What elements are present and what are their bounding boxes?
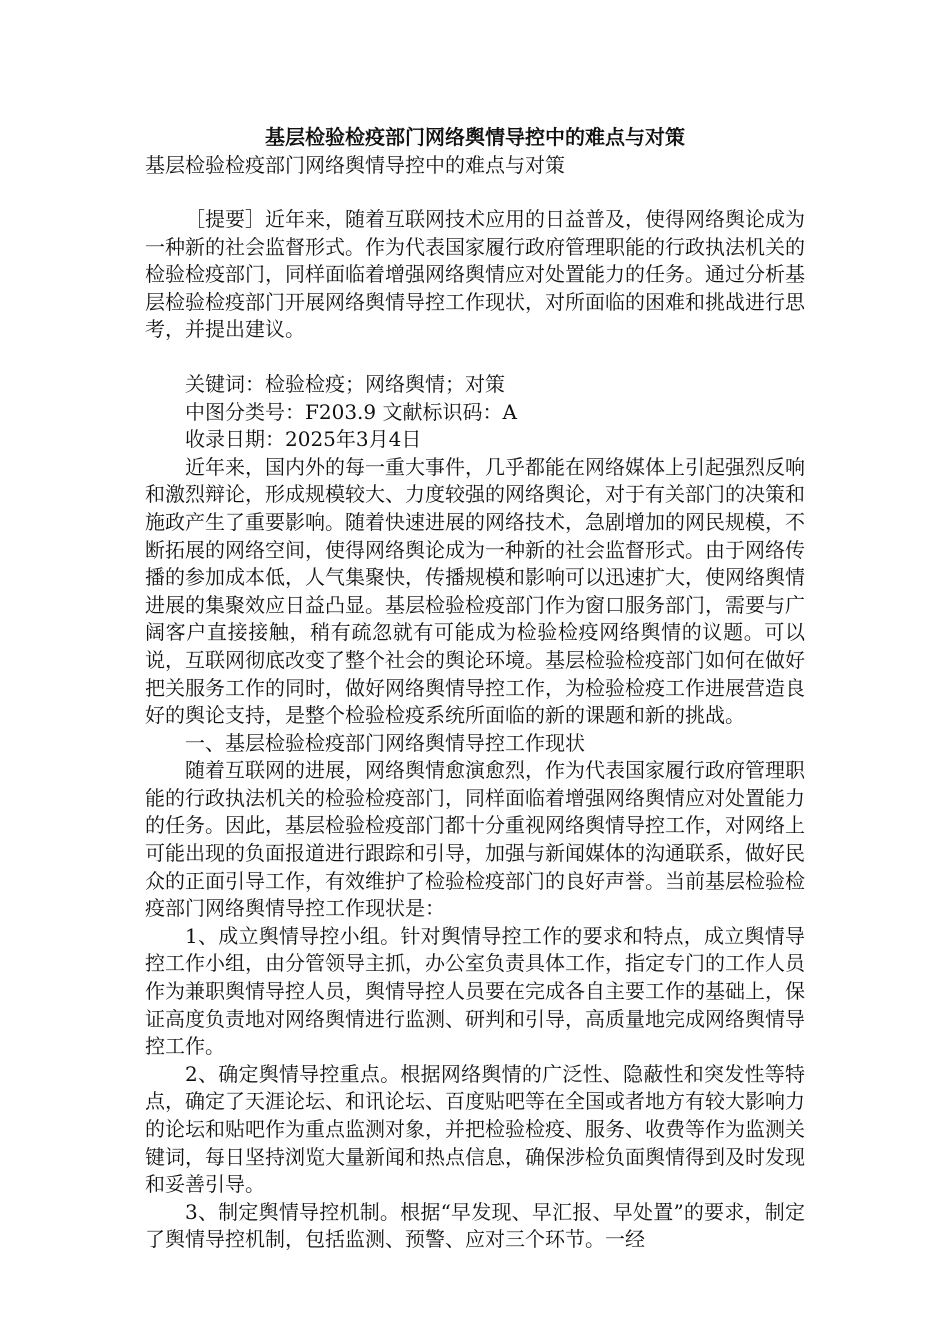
document-subtitle: 基层检验检疫部门网络舆情导控中的难点与对策 — [145, 153, 565, 177]
keywords-line: 关键词：检验检疫；网络舆情；对策 — [185, 371, 505, 396]
body-paragraph-item-1: 1、成立舆情导控小组。针对舆情导控工作的要求和特点，成立舆情导控工作小组，由分管领导主抓，办公室负责具体工作，指定专门的工作人员作为兼职舆情导控人员，舆情导控人员要在完成各自主要工作的基础上，保证高度负责地对网络舆情进行监测、研判和引导，高质量地完成网络舆情导控工作。 — [145, 923, 805, 1059]
body-paragraph-item-3: 3、制定舆情导控机制。根据“早发现、早汇报、早处置”的要求，制定了舆情导控机制，包括监测、预警、应对三个环节。一经 — [145, 1199, 805, 1252]
received-date-line: 收录日期：2025年3月4日 — [185, 427, 422, 452]
body-paragraph-item-2: 2、确定舆情导控重点。根据网络舆情的广泛性、隐蔽性和突发性等特点，确定了天涯论坛、和讯论坛、百度贴吧等在全国或者地方有较大影响力的论坛和贴吧作为重点监测对象，并把检验检疫、服务、收费等作为监测关键词，每日坚持浏览大量新闻和热点信息，确保涉检负面舆情得到及时发现和妥善引导。 — [145, 1061, 805, 1197]
abstract-paragraph: ［提要］近年来，随着互联网技术应用的日益普及，使得网络舆论成为一种新的社会监督形式。作为代表国家履行政府管理职能的行政执法机关的检验检疫部门，同样面临着增强网络舆情应对处置能力的任务。通过分析基层检验检疫部门开展网络舆情导控工作现状，对所面临的困难和挑战进行思考，并提出建议。 — [145, 207, 805, 342]
document-page — [145, 123, 805, 1254]
document-body — [145, 454, 805, 1254]
metadata-block — [145, 371, 805, 454]
body-paragraph-status: 随着互联网的进展，网络舆情愈演愈烈，作为代表国家履行政府管理职能的行政执法机关的检验检疫部门，同样面临着增强网络舆情应对处置能力的任务。因此，基层检验检疫部门都十分重视网络舆情导控工作，对网络上可能出现的负面报道进行跟踪和引导，加强与新闻媒体的沟通联系，做好民众的正面引导工作，有效维护了检验检疫部门的良好声誉。当前基层检验检疫部门网络舆情导控工作现状是： — [145, 758, 805, 921]
section-heading-1: 一、基层检验检疫部门网络舆情导控工作现状 — [185, 730, 585, 755]
body-paragraph-intro: 近年来，国内外的每一重大事件，几乎都能在网络媒体上引起强烈反响和激烈辩论，形成规模较大、力度较强的网络舆论，对于有关部门的决策和施政产生了重要影响。随着快速进展的网络技术，急剧增加的网民规模，不断拓展的网络空间，使得网络舆论成为一种新的社会监督形式。由于网络传播的参加成本低，人气集聚快，传播规模和影响可以迅速扩大，使网络舆情进展的集聚效应日益凸显。基层检验检疫部门作为窗口服务部门，需要与广阔客户直接接触，稍有疏忽就有可能成为检验检疫网络舆情的议题。可以说，互联网彻底改变了整个社会的舆论环境。基层检验检疫部门如何在做好把关服务工作的同时，做好网络舆情导控工作，为检验检疫工作进展营造良好的舆论支持，是整个检验检疫系统所面临的新的课题和新的挑战。 — [145, 454, 805, 728]
classification-line: 中图分类号：F203.9 文献标识码：A — [185, 399, 517, 424]
document-title: 基层检验检疫部门网络舆情导控中的难点与对策 — [265, 125, 685, 149]
